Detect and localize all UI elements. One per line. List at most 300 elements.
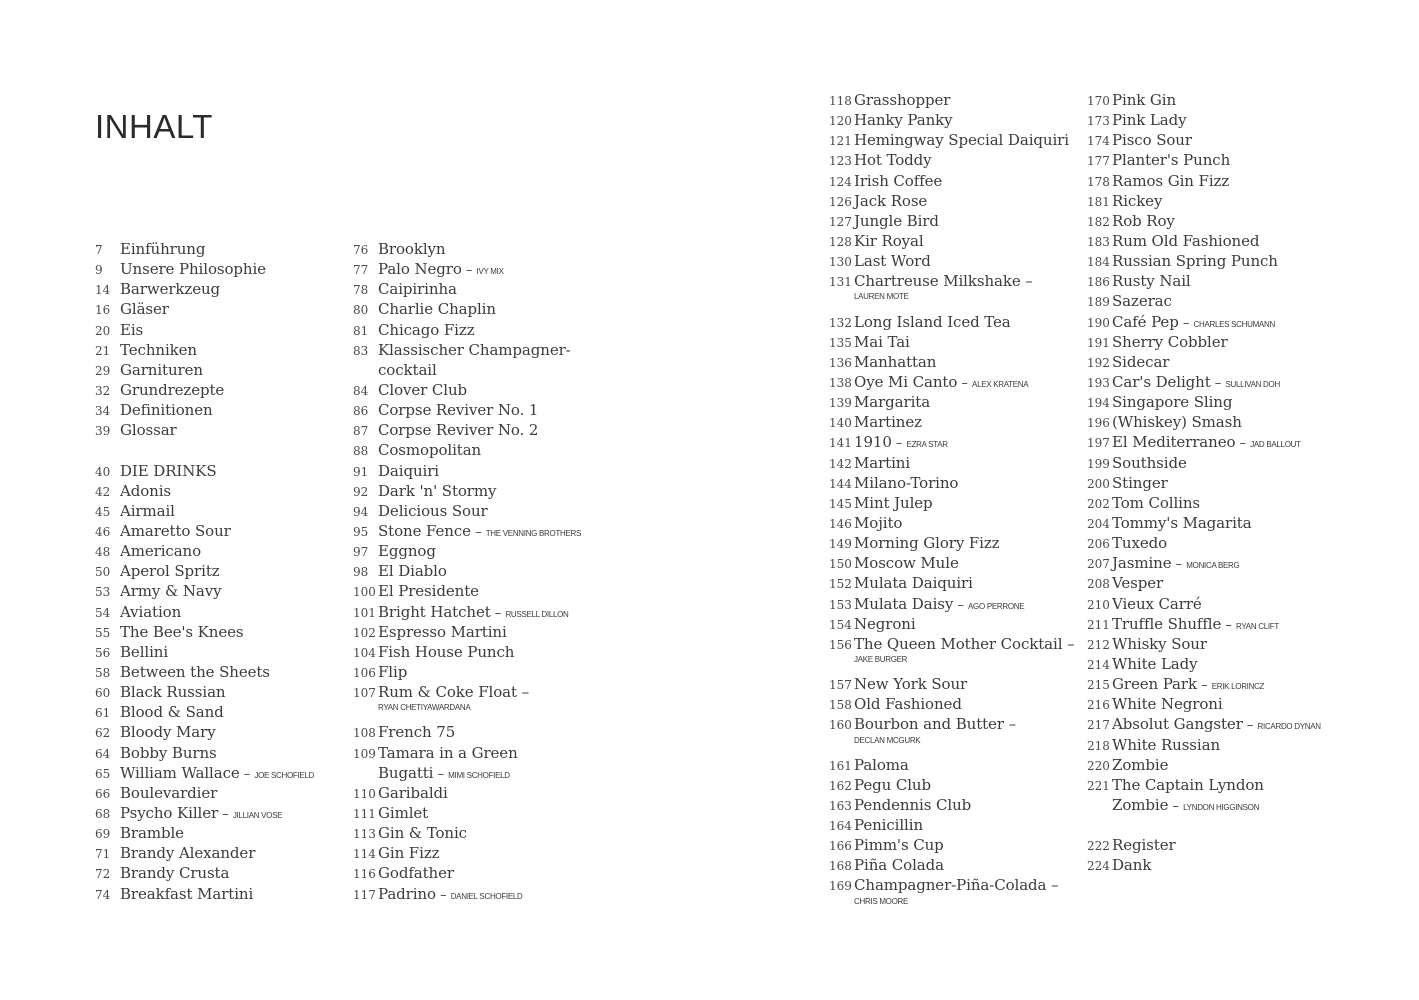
- toc-entry: [353, 683, 581, 703]
- page-number: 9: [95, 263, 103, 278]
- entry-title: Morning Glory Fizz: [854, 534, 1000, 553]
- page-number: 14: [95, 283, 111, 298]
- author-separator: –: [1178, 315, 1194, 331]
- toc-entry: [1087, 635, 1321, 655]
- toc-entry: [95, 864, 314, 884]
- toc-entry: [1087, 796, 1321, 816]
- entry-title: Jack Rose: [854, 191, 928, 210]
- entry-title: Palo Negro: [378, 260, 462, 279]
- entry-title: Rickey: [1112, 191, 1163, 210]
- toc-entry: [353, 381, 581, 401]
- page-number: 217: [1087, 718, 1110, 733]
- page-number: 48: [95, 545, 111, 560]
- toc-column-2: [353, 240, 581, 905]
- entry-title: (Whiskey) Smash: [1112, 413, 1242, 432]
- toc-entry: [1087, 111, 1321, 131]
- page-number: 199: [1087, 456, 1110, 471]
- entry-title: Gimlet: [378, 803, 429, 822]
- entry-title: El Diablo: [378, 562, 447, 581]
- author-separator: –: [891, 436, 907, 452]
- page-number: 110: [353, 786, 376, 801]
- toc-entry: [829, 433, 1074, 453]
- toc-entry: [829, 816, 1074, 836]
- entry-title: Black Russian: [120, 683, 226, 702]
- page-number: 106: [353, 665, 376, 680]
- toc-entry: [829, 514, 1074, 534]
- entry-title: Hot Toddy: [854, 151, 932, 170]
- toc-entry: [829, 151, 1074, 171]
- page-number: 108: [353, 726, 376, 741]
- page-number: 55: [95, 625, 111, 640]
- page-number: 141: [829, 436, 852, 451]
- page-number: 189: [1087, 295, 1110, 310]
- toc-entry: [1087, 393, 1321, 413]
- entry-title: Stinger: [1112, 473, 1168, 492]
- entry-author: CHRIS MOORE: [854, 896, 909, 906]
- toc-entry: [95, 623, 314, 643]
- toc-entry: [829, 595, 1074, 615]
- page-number: 7: [95, 243, 103, 257]
- entry-title: Margarita: [854, 393, 931, 412]
- toc-entry: [1087, 695, 1321, 715]
- toc-entry: [1087, 675, 1321, 695]
- entry-title: Kir Royal: [854, 231, 924, 250]
- page-number: 182: [1087, 214, 1110, 229]
- page-number: 192: [1087, 355, 1110, 370]
- toc-entry: [829, 192, 1074, 212]
- entry-title: Zombie: [1112, 795, 1169, 814]
- entry-title: Chartreuse Milkshake –: [854, 272, 1033, 291]
- toc-entry: [353, 341, 581, 361]
- toc-entry: [829, 897, 1074, 917]
- toc-entry: [353, 844, 581, 864]
- page-number: 206: [1087, 537, 1110, 552]
- entry-title: Rum & Coke Float –: [378, 683, 529, 702]
- page-number: 77: [353, 263, 369, 278]
- page-number: 101: [353, 605, 376, 620]
- page-number: 72: [95, 867, 111, 882]
- toc-entry: [829, 615, 1074, 635]
- page-number: 131: [829, 275, 852, 290]
- entry-title: Pink Gin: [1112, 91, 1177, 109]
- toc-entry: [95, 824, 314, 844]
- toc-entry: [829, 534, 1074, 554]
- entry-title: Glossar: [120, 421, 177, 440]
- entry-title: Mulata Daiquiri: [854, 574, 973, 593]
- entry-title: Whisky Sour: [1112, 634, 1207, 653]
- toc-entry: [829, 776, 1074, 796]
- toc-entry: [1087, 151, 1321, 171]
- toc-entry: [1087, 655, 1321, 675]
- page-number: 39: [95, 424, 111, 439]
- toc-entry: [829, 635, 1074, 655]
- entry-author: MONICA BERG: [1186, 561, 1240, 571]
- toc-entry: [1087, 736, 1321, 756]
- page-number: 87: [353, 424, 369, 439]
- toc-entry: [353, 804, 581, 824]
- page-number: 168: [829, 859, 852, 874]
- toc-entry: [95, 582, 314, 602]
- toc-entry: [353, 784, 581, 804]
- page-number: 83: [353, 343, 369, 358]
- toc-entry: [353, 623, 581, 643]
- page-number: 196: [1087, 416, 1110, 431]
- page-number: 74: [95, 887, 111, 902]
- toc-entry: [353, 603, 581, 623]
- entry-title: Pink Lady: [1112, 111, 1187, 130]
- toc-entry: [95, 723, 314, 743]
- toc-entry: [1087, 615, 1321, 635]
- toc-entry: [829, 856, 1074, 876]
- entry-title: Sherry Cobbler: [1112, 332, 1228, 351]
- author-separator: –: [1221, 617, 1237, 633]
- toc-entry: [829, 373, 1074, 393]
- entry-title: Negroni: [854, 614, 916, 633]
- page-number: 113: [353, 827, 376, 842]
- toc-entry: [95, 260, 314, 280]
- entry-title: William Wallace: [120, 763, 240, 782]
- toc-entry: [829, 111, 1074, 131]
- toc-entry: [353, 885, 581, 905]
- page-number: 32: [95, 383, 111, 398]
- page-number: 136: [829, 355, 852, 370]
- toc-entry: [829, 232, 1074, 252]
- toc-entry: [1087, 172, 1321, 192]
- entry-title: Caipirinha: [378, 280, 457, 299]
- toc-entry: [95, 542, 314, 562]
- toc-entry: [95, 341, 314, 361]
- page-number: 173: [1087, 114, 1110, 129]
- page-number: 140: [829, 416, 852, 431]
- toc-entry: [353, 280, 581, 300]
- page-number: 117: [353, 887, 376, 902]
- page-number: 111: [353, 806, 376, 821]
- entry-author: THE VENNING BROTHERS: [485, 528, 582, 538]
- page-number: 109: [353, 746, 376, 761]
- page-number: 200: [1087, 476, 1110, 491]
- entry-author: JOE SCHOFIELD: [254, 770, 315, 780]
- entry-author: RICARDO DYNAN: [1257, 722, 1321, 732]
- page-number: 46: [95, 524, 111, 539]
- page-number: 170: [1087, 94, 1110, 108]
- toc-entry: [353, 502, 581, 522]
- entry-title: Bright Hatchet: [378, 602, 491, 621]
- toc-entry: [829, 212, 1074, 232]
- page-number: 120: [829, 114, 852, 129]
- entry-title: Fish House Punch: [378, 642, 515, 661]
- toc-entry: [95, 401, 314, 421]
- toc-entry: [353, 824, 581, 844]
- page-number: 190: [1087, 315, 1110, 330]
- toc-entry: [353, 723, 581, 743]
- section-gap: [95, 441, 314, 461]
- entry-title: Cosmopolitan: [378, 441, 482, 460]
- toc-entry: [1087, 91, 1321, 111]
- page-number: 169: [829, 879, 852, 894]
- page-number: 193: [1087, 375, 1110, 390]
- entry-title: White Russian: [1112, 735, 1220, 754]
- toc-entry: [829, 574, 1074, 594]
- toc-entry: [1087, 776, 1321, 796]
- page-number: 222: [1087, 839, 1110, 854]
- page-number: 16: [95, 303, 111, 318]
- page-number: 34: [95, 404, 111, 419]
- entry-title: Truffle Shuffle: [1112, 614, 1222, 633]
- entry-title: cocktail: [378, 360, 437, 379]
- toc-entry: [1087, 756, 1321, 776]
- toc-entry: [95, 482, 314, 502]
- toc-entry: [829, 252, 1074, 272]
- toc-entry: [95, 462, 314, 482]
- page-number: 95: [353, 524, 369, 539]
- entry-title: Charlie Chaplin: [378, 300, 496, 319]
- toc-entry: [95, 562, 314, 582]
- author-separator: –: [239, 766, 255, 782]
- entry-author: ERIK LORINCZ: [1211, 682, 1265, 692]
- page-number: 216: [1087, 698, 1110, 713]
- entry-title: Daiquiri: [378, 461, 439, 480]
- entry-title: Boulevardier: [120, 783, 218, 802]
- entry-title: Mai Tai: [854, 332, 910, 351]
- entry-title: French 75: [378, 723, 456, 742]
- entry-title: Gin Fizz: [378, 844, 440, 863]
- toc-entry: [353, 421, 581, 441]
- toc-entry: [1087, 373, 1321, 393]
- page-number: 224: [1087, 859, 1110, 874]
- entry-title: Padrino: [378, 884, 436, 903]
- toc-entry: [829, 756, 1074, 776]
- toc-entry: [1087, 856, 1321, 876]
- entry-title: Jungle Bird: [854, 211, 939, 230]
- toc-entry: [829, 715, 1074, 735]
- toc-entry: [829, 172, 1074, 192]
- page-number: 154: [829, 617, 852, 632]
- entry-title: Piña Colada: [854, 856, 944, 875]
- page-number: 78: [353, 283, 369, 298]
- page-number: 86: [353, 404, 369, 419]
- page-number: 56: [95, 645, 111, 660]
- entry-title: Dark 'n' Stormy: [378, 481, 497, 500]
- entry-author: DANIEL SCHOFIELD: [450, 891, 523, 901]
- page-number: 126: [829, 194, 852, 209]
- page-number: 45: [95, 504, 111, 519]
- toc-entry: [95, 683, 314, 703]
- page-number: 100: [353, 585, 376, 600]
- entry-title: Brooklyn: [378, 240, 446, 258]
- entry-author: RUSSELL DILLON: [505, 609, 569, 619]
- page-number: 194: [1087, 396, 1110, 411]
- toc-entry: [1087, 433, 1321, 453]
- author-separator: –: [1210, 375, 1226, 391]
- entry-title: Pimm's Cup: [854, 836, 944, 855]
- entry-title: Aperol Spritz: [120, 562, 220, 581]
- page-number: 164: [829, 819, 852, 834]
- entry-title: Tommy's Magarita: [1112, 513, 1252, 532]
- toc-entry: [1087, 836, 1321, 856]
- page-number: 144: [829, 476, 852, 491]
- entry-title: Espresso Martini: [378, 622, 507, 641]
- entry-author: LAUREN MOTE: [854, 292, 909, 302]
- author-separator: –: [435, 887, 451, 903]
- toc-entry: [353, 522, 581, 542]
- entry-title: Chicago Fizz: [378, 320, 475, 339]
- page-number: 146: [829, 516, 852, 531]
- entry-title: Rusty Nail: [1112, 272, 1191, 291]
- entry-title: Oye Mi Canto: [854, 372, 958, 391]
- entry-title: Café Pep: [1112, 312, 1179, 331]
- toc-entry: [829, 836, 1074, 856]
- page-number: 220: [1087, 758, 1110, 773]
- entry-author: EZRA STAR: [906, 440, 948, 450]
- page-title: INHALT: [95, 108, 213, 146]
- toc-entry: [829, 454, 1074, 474]
- author-separator: –: [1242, 718, 1258, 734]
- entry-title: Garnituren: [120, 360, 203, 379]
- entry-title: Register: [1112, 836, 1176, 855]
- author-separator: –: [470, 524, 486, 540]
- page-number: 135: [829, 335, 852, 350]
- page-number: 50: [95, 565, 111, 580]
- page-number: 76: [353, 243, 369, 257]
- entry-title: Penicillin: [854, 816, 924, 835]
- entry-title: Paloma: [854, 755, 909, 774]
- page-number: 214: [1087, 657, 1110, 672]
- page-number: 40: [95, 464, 111, 479]
- page-number: 123: [829, 154, 852, 169]
- author-separator: –: [1171, 557, 1187, 573]
- toc-entry: [1087, 131, 1321, 151]
- entry-title: Sazerac: [1112, 292, 1172, 311]
- toc-entry: [1087, 272, 1321, 292]
- entry-title: Martinez: [854, 413, 922, 432]
- toc-entry: [1087, 454, 1321, 474]
- entry-title: Bourbon and Butter –: [854, 715, 1016, 734]
- entry-title: The Captain Lyndon: [1112, 775, 1264, 794]
- page-number: 116: [353, 867, 376, 882]
- page-number: 127: [829, 214, 852, 229]
- page-number: 152: [829, 577, 852, 592]
- entry-title: Definitionen: [120, 401, 213, 420]
- page-number: 68: [95, 806, 111, 821]
- page-number: 161: [829, 758, 852, 773]
- page-number: 102: [353, 625, 376, 640]
- toc-entry: [95, 522, 314, 542]
- entry-title: Einführung: [120, 240, 206, 258]
- section-gap: [1087, 816, 1321, 836]
- entry-title: Champagner-Piña-Colada –: [854, 876, 1059, 895]
- page-number: 54: [95, 605, 111, 620]
- entry-title: Mojito: [854, 513, 903, 532]
- page-number: 149: [829, 537, 852, 552]
- page-number: 212: [1087, 637, 1110, 652]
- toc-entry: [353, 744, 581, 764]
- entry-author: CHARLES SCHUMANN: [1193, 319, 1275, 329]
- toc-entry: [829, 353, 1074, 373]
- page-number: 128: [829, 234, 852, 249]
- toc-entry: [353, 401, 581, 421]
- page-number: 80: [353, 303, 369, 318]
- entry-title: Dank: [1112, 856, 1152, 875]
- toc-entry: [829, 413, 1074, 433]
- author-separator: –: [953, 597, 969, 613]
- page-number: 58: [95, 665, 111, 680]
- author-separator: –: [461, 263, 477, 279]
- entry-title: Vieux Carré: [1112, 594, 1202, 613]
- toc-entry: [829, 131, 1074, 151]
- entry-title: Eggnog: [378, 542, 436, 561]
- entry-title: Klassischer Champagner-: [378, 340, 571, 359]
- entry-title: Bugatti: [378, 763, 434, 782]
- toc-entry: [1087, 574, 1321, 594]
- page-number: 107: [353, 686, 376, 701]
- toc-entry: [95, 300, 314, 320]
- toc-entry: [1087, 514, 1321, 534]
- page-number: 162: [829, 778, 852, 793]
- page-number: 139: [829, 396, 852, 411]
- toc-entry: [353, 361, 581, 381]
- toc-entry: [1087, 353, 1321, 373]
- page-number: 178: [1087, 174, 1110, 189]
- toc-entry: [829, 695, 1074, 715]
- entry-title: Absolut Gangster: [1112, 715, 1243, 734]
- toc-entry: [829, 393, 1074, 413]
- toc-entry: [1087, 534, 1321, 554]
- entry-title: Gläser: [120, 300, 169, 319]
- entry-title: Sidecar: [1112, 352, 1170, 371]
- entry-title: Grundrezepte: [120, 380, 225, 399]
- entry-title: El Presidente: [378, 582, 479, 601]
- entry-title: Green Park: [1112, 675, 1197, 694]
- entry-title: Milano-Torino: [854, 473, 959, 492]
- toc-entry: [95, 804, 314, 824]
- toc-entry: [829, 333, 1074, 353]
- author-separator: –: [957, 375, 973, 391]
- page-number: 104: [353, 645, 376, 660]
- entry-title: Zombie: [1112, 755, 1169, 774]
- toc-entry: [95, 240, 314, 260]
- page-number: 207: [1087, 557, 1110, 572]
- entry-title: Americano: [120, 542, 202, 561]
- toc-entry: [95, 784, 314, 804]
- entry-title: Godfather: [378, 864, 454, 883]
- page-number: 124: [829, 174, 852, 189]
- toc-entry: [353, 703, 581, 723]
- toc-entry: [829, 313, 1074, 333]
- entry-title: Amaretto Sour: [120, 521, 231, 540]
- page-number: 66: [95, 786, 111, 801]
- page-number: 181: [1087, 194, 1110, 209]
- entry-author: JAD BALLOUT: [1250, 440, 1301, 450]
- page-number: 65: [95, 766, 111, 781]
- page-number: 177: [1087, 154, 1110, 169]
- entry-title: 1910: [854, 433, 892, 452]
- entry-title: Irish Coffee: [854, 171, 943, 190]
- entry-title: New York Sour: [854, 675, 968, 694]
- page-number: 166: [829, 839, 852, 854]
- page-number: 69: [95, 827, 111, 842]
- entry-author: LYNDON HIGGINSON: [1183, 802, 1260, 812]
- toc-entry: [353, 462, 581, 482]
- page-number: 71: [95, 847, 111, 862]
- entry-title: Delicious Sour: [378, 501, 488, 520]
- toc-entry: [353, 542, 581, 562]
- entry-title: Psycho Killer: [120, 803, 219, 822]
- toc-entry: [829, 655, 1074, 675]
- page-number: 156: [829, 637, 852, 652]
- entry-author: AGO PERRONE: [968, 601, 1025, 611]
- toc-entry: [95, 321, 314, 341]
- entry-title: Brandy Crusta: [120, 864, 230, 883]
